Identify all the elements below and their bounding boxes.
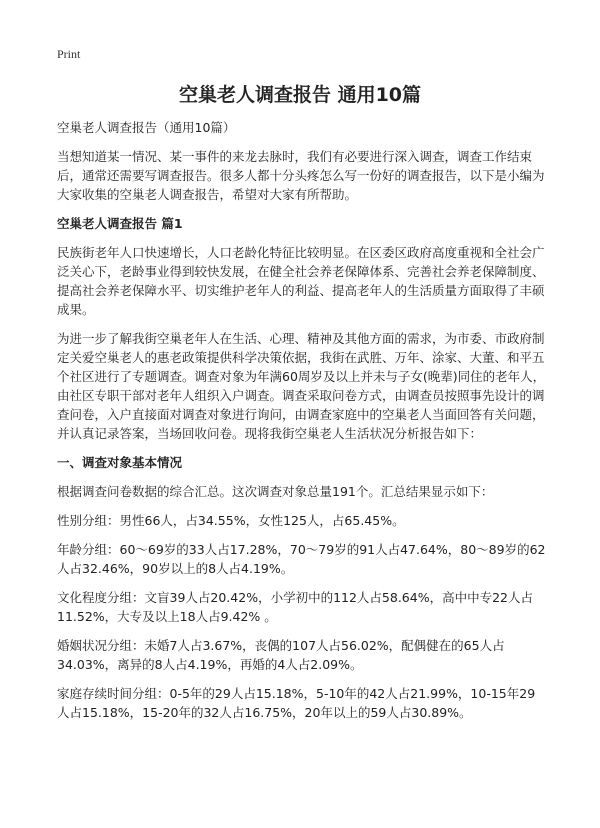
- document-body: [57, 118, 547, 732]
- paragraph: 民族街老年人口快速增长，人口老龄化特征比较明显。在区委区政府高度重视和全社会广泛关心下，老龄事业得到较快发展，在健全社会养老保障体系、完善社会养老保障制度、提高社会养老保障水平、切实维护老年人的利益、提高老年人的生活质量方面取得了丰硕成果。: [57, 245, 545, 317]
- education-stats: 文化程度分组：文盲39人占20.42%，小学初中的112人占58.64%，高中中专22人占11.52%，大专及以上18人占9.42% 。: [57, 590, 533, 624]
- intro-paragraph: 当想知道某一情况、某一事件的来龙去脉时，我们有必要进行深入调查，调查工作结束后，通常还需要写调查报告。很多人都十分头疼怎么写一份好的调查报告，以下是小编为大家收集的空巢老人调查报告，希望对大家有所帮助。: [57, 149, 545, 202]
- paragraph: 为进一步了解我街空巢老年人在生活、心理、精神及其他方面的需求，为市委、市政府制定关爱空巢老人的惠老政策提供科学决策依据，我街在武胜、万年、涂家、大董、和平五个社区进行了专题调查。调查对象为年满60周岁及以上并未与子女(晚辈)同住的老年人，由社区专职干部对老年人组织入户调查。调查采取问卷方式，由调查员按照事先设计的调查问卷，入户直接面对调查对象进行询问，由调查家庭中的空巢老人当面回答有关问题，并认真记录答案，当场回收问卷。现将我街空巢老人生活状况分析报告如下：: [57, 331, 546, 441]
- print-link[interactable]: Print: [57, 47, 81, 61]
- family-stats: 家庭存续时间分组：0-5年的29人占15.18%，5-10年的42人占21.99%，10-15年29人占15.18%，15-20年的32人占16.75%，20年以上的59人占30.89%。: [57, 686, 536, 720]
- page-title: 空巢老人调查报告 通用10篇: [178, 84, 422, 106]
- gender-stats: 性别分组：男性66人，占34.55%，女性125人，占65.45%。: [57, 513, 405, 528]
- subtitle: 空巢老人调查报告（通用10篇）: [57, 120, 236, 135]
- marriage-stats: 婚姻状况分组：未婚7人占3.67%，丧偶的107人占56.02%，配偶健在的65人占34.03%，离异的8人占4.19%，再婚的4人占2.09%。: [57, 638, 505, 672]
- age-stats: 年龄分组：60～69岁的33人占17.28%，70～79岁的91人占47.64%，80～89岁的62人占32.46%，90岁以上的8人占4.19%。: [57, 542, 546, 576]
- paragraph: 根据调查问卷数据的综合汇总。这次调查对象总量191个。汇总结果显示如下：: [57, 484, 494, 499]
- section-heading: 空巢老人调查报告 篇1: [57, 216, 183, 231]
- sub-heading: 一、调查对象基本情况: [57, 455, 183, 470]
